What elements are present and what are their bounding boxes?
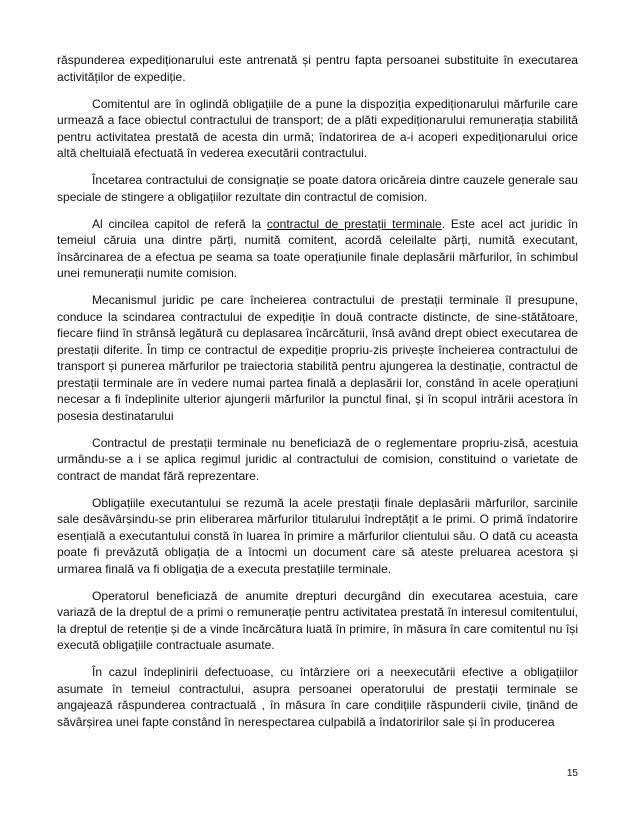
paragraph-chapter-five-intro: [57, 216, 578, 282]
paragraph-comitent-obligations: [57, 96, 578, 162]
paragraph-text: Obligațiile executantului se rezumă la acele prestații finale deplasării mărfurilor, sarcinile sale desăvârșindu-se prin eliberarea mărfurilor titularului îndreptățit a le primi. O primă îndatorire esențială a executantului constă în luarea în primire a mărfurilor clientului său. O dată cu aceasta poate fi prevăzută obligația de a întocmi un document care să ateste preluarea acestora și urmarea finală va fi obligația de a executa prestațiile terminale.: [57, 495, 578, 576]
paragraph-liability: [57, 664, 578, 730]
paragraph-text: . Este acel act juridic în temeiul căruia una dintre părți, numită comitent, acordă celeilalte părți, numită executant, însărcinarea de a efectua pe seama sa toate operațiunile finale deplasării mărfurilor, în schimbul unei remunerații numite comision.: [57, 216, 578, 280]
underlined-term: contractul de prestații terminale: [266, 216, 442, 231]
paragraph-consignment-termination: [57, 172, 578, 205]
paragraph-text: Mecanismul juridic pe care încheierea contractului de prestații terminale îl presupune, conduce la scindarea contractului de expediție în două contracte distincte, de sine-stătătoare, fiecare fiind în strânsă legătură cu deplasarea încărcăturii, însă având drept obiect executarea de prestații diferite. În timp ce contractul de expediție propriu-zis privește încheierea contractului de transport și punerea mărfurilor pe traiectoria stabilită pentru ajungerea la destinație, contractul de prestații terminale are în vedere numai partea finală a deplasării lor, constând în acele operațiuni necesar a fi îndeplinite ulterior ajungerii mărfurilor la punctul final, și în scopul intrării acestora în posesia destinatarului: [57, 293, 578, 423]
paragraph-text: În cazul îndeplinirii defectuoase, cu întârziere ori a neexecutării efective a obligațiilor asumate în temeiul contractului, asupra persoanei operatorului de prestații terminale se angajează răspunderea contractuală , în măsura în care condițiile răspunderii civile, ținând de săvârșirea unei fapte constând în nerespectarea culpabilă a îndatoririlor sale și în producerea: [57, 665, 578, 729]
paragraph-text: răspunderea expediționarului este antrenată și pentru fapta persoanei substituite în executarea activităților de expediție.: [57, 53, 578, 84]
paragraph-operator-rights: [57, 588, 578, 654]
paragraph-text: Al cincilea capitol de referă la: [92, 216, 267, 231]
paragraph-legal-mechanism: [57, 292, 578, 424]
paragraph-text: Comitentul are în oglindă obligațiile de a pune la dispoziția expediționarului mărfurile care urmează a face obiectul contractului de transport; de a plăti expediționarului remunerația stabilită pentru activitatea prestată de acesta din urmă; îndatorirea de a-i acoperi expediționarului orice altă cheltuială efectuată în vederea executării contractului.: [57, 96, 578, 160]
document-body: [57, 52, 578, 741]
paragraph-text: Operatorul beneficiază de anumite drepturi decurgând din executarea acestuia, care variază de la dreptul de a primi o remunerație pentru activitatea prestată în interesul comitentului, la dreptul de retenție și de a vinde încărcătura luată în primire, în măsura în care comitentul nu își execută obligațiile contractuale asumate.: [57, 588, 578, 652]
paragraph-text: Contractul de prestații terminale nu beneficiază de o reglementare propriu-zisă, acestuia urmându-se a i se aplica regimul juridic al contractului de comision, constituind o varietate de contract de mandat fără reprezentare.: [57, 435, 578, 483]
paragraph-continuation: [57, 52, 578, 85]
paragraph-text: Încetarea contractului de consignație se poate datora oricăreia dintre cauzele generale sau speciale de stingere a obligațiilor rezultate din contractul de comision.: [57, 173, 578, 204]
paragraph-executant-obligations: [57, 495, 578, 578]
paragraph-regulation: [57, 435, 578, 485]
page-number: 15: [566, 768, 578, 779]
